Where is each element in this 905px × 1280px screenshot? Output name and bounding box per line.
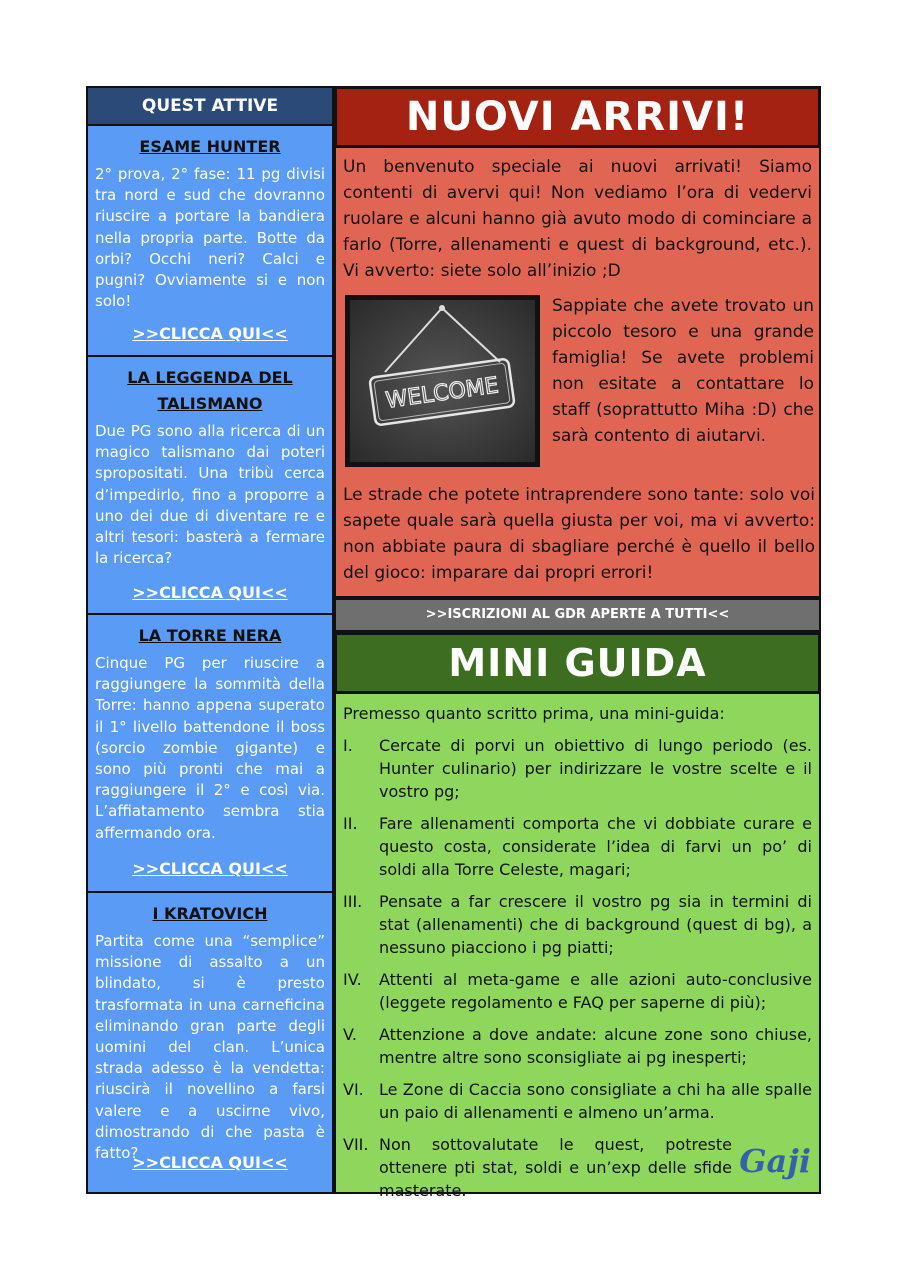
guide-item-text: Pensate a far crescere il vostro pg sia in termini di stat (allenamenti) che di background (quest di bg), a nessuno piacciono i pg piatti; xyxy=(379,892,812,957)
guide-item xyxy=(343,812,812,881)
quest-description: Partita come una “semplice” missione di assalto a un blindato, si è presto trasformata in una carneficina eliminando gran parte degli uomini del clan. L’unica strada adesso è la vendetta: riuscirà il novellino a farsi valere e a uscirne vivo, dimostrando di che pasta è fatto? xyxy=(95,932,325,1163)
guide-item-number: V. xyxy=(343,1025,357,1044)
quest-title: LA LEGGENDA DEL TALISMANO xyxy=(127,368,293,413)
arrivals-closing: Le strade che potete intraprendere sono tante: solo voi sapete quale sarà quella giusta per voi, ma vi avverto: non abbiate paura di sbagliare perché è quello il bello del gioco: imparare dai propri errori! xyxy=(343,485,815,583)
guide-list xyxy=(343,734,812,1202)
guide-item-text: Non sottovalutate le quest, potreste ottenere pti stat, soldi e un’exp delle sfide masterate. xyxy=(379,1135,732,1200)
guide-item xyxy=(343,734,812,803)
guide-item-number: III. xyxy=(343,892,363,911)
quest-title: ESAME HUNTER xyxy=(139,137,281,156)
guide-item-number: II. xyxy=(343,814,358,833)
guide-item-number: IV. xyxy=(343,970,362,989)
signup-banner[interactable]: >>ISCRIZIONI AL GDR APERTE A TUTTI<< xyxy=(334,598,821,632)
newsletter-page xyxy=(86,86,821,1200)
guide-section xyxy=(334,694,821,1200)
guide-item-text: Attenti al meta-game e alle azioni auto-conclusive (leggete regolamento e FAQ per saperne di più); xyxy=(379,970,812,1012)
quest-description: Due PG sono alla ricerca di un magico talismano dai poteri spropositati. Una tribù cerca d’impedirlo, fino a proporre a uno dei due di diventare re e altri tesori: basterà a fermare la ricerca? xyxy=(95,422,325,568)
guide-item-number: I. xyxy=(343,736,353,755)
guide-item-number: VI. xyxy=(343,1080,364,1099)
quest-card-kratovich xyxy=(86,893,334,1194)
quest-link[interactable]: >>CLICCA QUI<< xyxy=(132,859,288,878)
quest-description: 2° prova, 2° fase: 11 pg divisi tra nord e sud che dovranno riuscire a portare la bandiera nella propria parte. Botte da orbi? Occhi neri? Calci e pugni? Ovviamente si e non solo! xyxy=(95,165,325,311)
guide-item-text: Attenzione a dove andate: alcune zone sono chiuse, mentre altre sono sconsigliate ai pg inesperti; xyxy=(379,1025,812,1067)
quests-header: QUEST ATTIVE xyxy=(86,86,334,126)
welcome-sign-image xyxy=(345,295,540,467)
active-quests-column xyxy=(86,86,334,1194)
guide-item xyxy=(343,968,812,1014)
guide-item-text: Cercate di porvi un obiettivo di lungo periodo (es. Hunter culinario) per indirizzare le vostre scelte e il vostro pg; xyxy=(379,736,812,801)
arrivals-side-text: Sappiate che avete trovato un piccolo tesoro e una grande famiglia! Se avete problemi non esitate a contattare lo staff (soprattutto Miha :D) che sarà contento di aiutarvi. xyxy=(552,296,814,446)
guide-item-number: VII. xyxy=(343,1135,369,1154)
guide-item-text: Fare allenamenti comporta che vi dobbiate curare e questo costa, considerate l’idea di farvi un po’ di soldi alla Torre Celeste, magari; xyxy=(379,814,812,879)
guide-item xyxy=(343,890,812,959)
guide-item xyxy=(343,1023,812,1069)
welcome-sign-illustration xyxy=(350,300,535,462)
quest-card-torre-nera xyxy=(86,615,334,893)
arrivals-section xyxy=(334,148,821,598)
quest-link[interactable]: >>CLICCA QUI<< xyxy=(132,1153,288,1172)
welcome-sign-text: WELCOME xyxy=(384,373,501,414)
guide-item xyxy=(343,1078,812,1124)
arrivals-intro: Un benvenuto speciale ai nuovi arrivati! Siamo contenti di avervi qui! Non vediamo l’ora di vedervi ruolare e alcuni hanno già avuto modo di cominciare a farlo (Torre, allenamenti e quest di background, etc.). Vi avverto: siete solo all’inizio ;D xyxy=(343,157,812,281)
quest-description: Cinque PG per riuscire a raggiungere la sommità della Torre: hanno appena superato il 1° livello battendone il boss (sorcio zombie gigante) e sono più pronti che mai a raggiungere il 2° e così via. L’affiatamento sembra stia affermando ora. xyxy=(95,654,325,842)
guide-intro: Premesso quanto scritto prima, una mini-guida: xyxy=(343,704,725,723)
author-signature: Gaji xyxy=(739,1142,811,1180)
quest-card-esame-hunter xyxy=(86,126,334,357)
guide-item-text: Le Zone di Caccia sono consigliate a chi ha alle spalle un paio di allenamenti e almeno un’arma. xyxy=(379,1080,812,1122)
quest-card-leggenda-talismano xyxy=(86,357,334,615)
quest-title: LA TORRE NERA xyxy=(138,626,282,645)
arrivals-title: NUOVI ARRIVI! xyxy=(334,86,821,148)
main-column xyxy=(334,86,821,1200)
guide-title: MINI GUIDA xyxy=(334,632,821,694)
quest-title: I KRATOVICH xyxy=(152,904,268,923)
quest-link[interactable]: >>CLICCA QUI<< xyxy=(132,324,288,343)
quest-link[interactable]: >>CLICCA QUI<< xyxy=(132,583,288,602)
